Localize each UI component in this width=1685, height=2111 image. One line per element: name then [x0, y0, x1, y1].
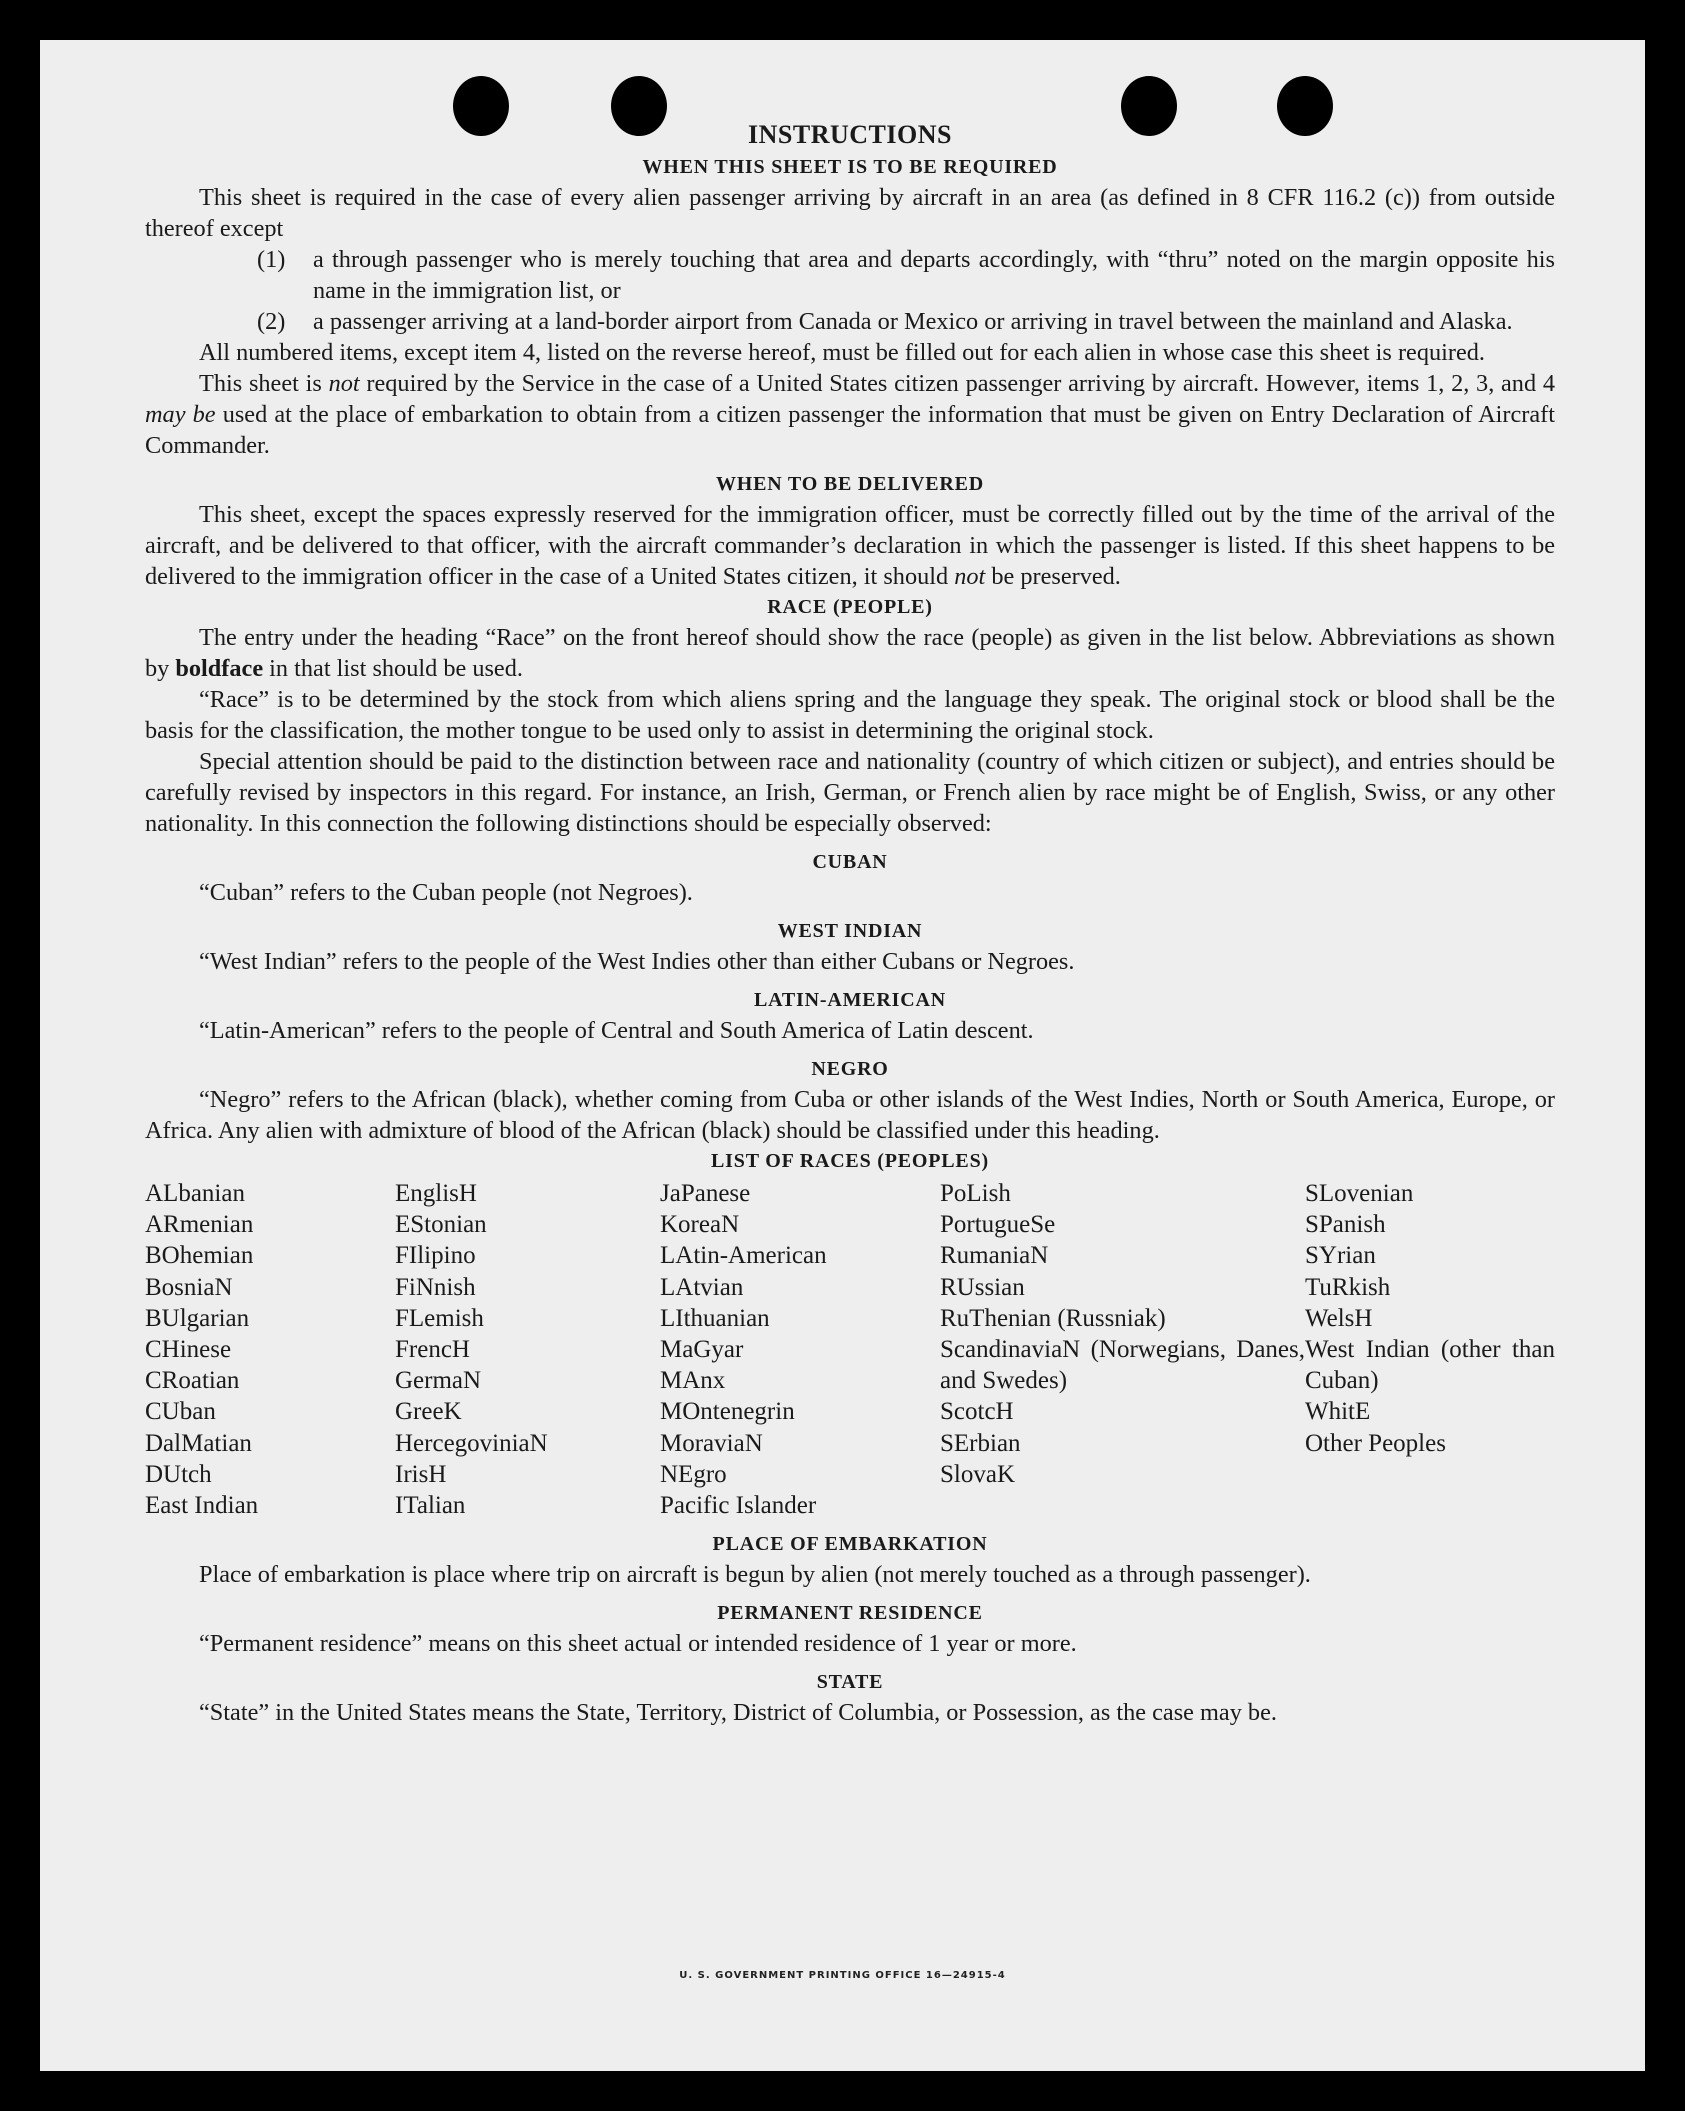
race-entry: MaGyar [660, 1336, 744, 1364]
race-entry: DUtch [145, 1460, 212, 1488]
race-entry: KoreaN [660, 1211, 740, 1239]
paragraph: “West Indian” refers to the people of the West Indies other than either Cubans or Negroes. [199, 948, 1075, 975]
race-entry: SLovenian [1305, 1180, 1414, 1207]
section-heading: NEGRO [811, 1058, 889, 1080]
paragraph: This sheet is required in the case of every alien passenger arriving by aircraft in an area (as defined in 8 CFR 116.2 (c)) from outside thereof except [145, 184, 1555, 242]
section-heading: CUBAN [812, 851, 888, 873]
race-entry: RuThenian (Russniak) [940, 1304, 1166, 1332]
race-entry: LAtin-American [660, 1242, 827, 1270]
race-entry: LIthuanian [660, 1304, 770, 1332]
race-entry: ALbanian [145, 1180, 245, 1207]
section-heading: LIST OF RACES (PEOPLES) [711, 1150, 989, 1172]
race-entry: BUlgarian [145, 1304, 250, 1332]
race-entry: EnglisH [395, 1180, 477, 1207]
race-entry: JaPanese [660, 1180, 751, 1207]
race-column [660, 1178, 940, 1521]
paragraph: The entry under the heading “Race” on the front hereof should show the race (people) as given in the list below. Abbreviations as shown by boldface in that list should be used. [145, 624, 1555, 682]
race-entry: MOntenegrin [660, 1398, 795, 1426]
race-entry: NEgro [660, 1460, 727, 1488]
page-title: INSTRUCTIONS [748, 120, 952, 149]
race-entry: ARmenian [145, 1211, 254, 1239]
race-entry: MAnx [660, 1367, 726, 1395]
paragraph: This sheet is not required by the Service in the case of a United States citizen passenger arriving by aircraft. However, items 1, 2, 3, and 4 may be used at the place of embarkation to obtain from a citizen passenger the information that must be given on Entry Declaration of Aircraft Commander. [145, 370, 1556, 459]
race-entry: BOhemian [145, 1242, 254, 1270]
race-entry: FLemish [395, 1304, 484, 1332]
section-heading: WHEN TO BE DELIVERED [715, 473, 985, 495]
race-entry: GreeK [395, 1398, 462, 1426]
paragraph: Special attention should be paid to the distinction between race and nationality (country of which citizen or subject), and entries should be carefully revised by inspectors in this regard. For instance, an Irish, German, or French alien by race might be of English, Swiss, or any other nationality. In this connection the following distinctions should be especially observed: [145, 748, 1555, 837]
race-column [1305, 1178, 1555, 1521]
paragraph: “Race” is to be determined by the stock from which aliens spring and the language they speak. The original stock or blood shall be the basis for the classification, the mother tongue to be used only to assist in determining the original stock. [145, 686, 1555, 744]
paragraph: All numbered items, except item 4, listed on the reverse hereof, must be filled out for each alien in whose case this sheet is required. [199, 339, 1485, 366]
list-item: (2) a passenger arriving at a land-border airport from Canada or Mexico or arriving in travel between the mainland and Alaska. [257, 308, 1513, 335]
race-entry: East Indian [145, 1492, 259, 1520]
race-entry: West Indian (other than Cuban) [1305, 1336, 1555, 1395]
section-heading: PLACE OF EMBARKATION [712, 1533, 988, 1556]
paragraph: “Cuban” refers to the Cuban people (not Negroes). [199, 879, 693, 906]
race-entry: SErbian [940, 1429, 1021, 1457]
race-entry: FiNnish [395, 1273, 476, 1301]
section-heading: STATE [816, 1671, 884, 1694]
race-entry: CRoatian [145, 1367, 240, 1395]
race-list [145, 1178, 1555, 1521]
race-column [145, 1178, 395, 1521]
race-entry: Other Peoples [1305, 1429, 1446, 1457]
race-entry: SPanish [1305, 1211, 1386, 1239]
race-entry: SYrian [1305, 1242, 1376, 1270]
paragraph: “Latin-American” refers to the people of Central and South America of Latin descent. [199, 1017, 1034, 1044]
section-heading: LATIN-AMERICAN [754, 989, 946, 1011]
section-heading: RACE (PEOPLE) [767, 596, 933, 618]
race-entry: DalMatian [145, 1429, 252, 1457]
race-entry: SlovaK [940, 1460, 1015, 1488]
race-entry: EStonian [395, 1211, 487, 1239]
race-entry: CUban [145, 1398, 216, 1426]
race-entry: FrencH [395, 1336, 470, 1364]
race-entry: BosniaN [145, 1273, 233, 1301]
document-page [40, 40, 1645, 2071]
instructions-body [145, 118, 1555, 1728]
paragraph: This sheet, except the spaces expressly reserved for the immigration officer, must be correctly filled out by the time of the arrival of the aircraft, and be delivered to that officer, with the aircraft commander’s declaration in which the passenger is listed. If this sheet happens to be delivered to the immigration officer in the case of a United States citizen, it should not be preserved. [145, 501, 1555, 590]
race-entry: RUssian [940, 1273, 1025, 1301]
race-entry: GermaN [395, 1367, 482, 1395]
race-entry: ITalian [395, 1492, 466, 1520]
paragraph: “Negro” refers to the African (black), whether coming from Cuba or other islands of the West Indies, North or South America, Europe, or Africa. Any alien with admixture of blood of the African (black) should be classified under this heading. [145, 1086, 1555, 1144]
race-entry: PoLish [940, 1180, 1011, 1207]
list-item: (1) a through passenger who is merely touching that area and departs accordingly, with “thru” noted on the margin opposite his name in the immigration list, or [257, 246, 1555, 304]
paragraph: Place of embarkation is place where trip on aircraft is begun by alien (not merely touched as a through passenger). [199, 1561, 1311, 1589]
race-entry: PortugueSe [940, 1211, 1056, 1239]
paragraph: “Permanent residence” means on this sheet actual or intended residence of 1 year or more. [199, 1630, 1077, 1658]
race-entry: IrisH [395, 1460, 447, 1488]
race-entry: CHinese [145, 1336, 232, 1364]
paragraph: “State” in the United States means the State, Territory, District of Columbia, or Possession, as the case may be. [199, 1699, 1277, 1727]
section-heading: WHEN THIS SHEET IS TO BE REQUIRED [642, 156, 1058, 178]
race-entry: LAtvian [660, 1273, 744, 1301]
section-heading: WEST INDIAN [777, 920, 923, 942]
race-entry: Pacific Islander [660, 1492, 817, 1520]
race-entry: MoraviaN [660, 1429, 763, 1457]
race-entry: RumaniaN [940, 1242, 1049, 1270]
race-entry: WhitE [1305, 1398, 1371, 1426]
race-entry: FIlipino [395, 1242, 476, 1270]
printer-imprint: U. S. GOVERNMENT PRINTING OFFICE 16—24915-4 [679, 1970, 1006, 1981]
race-column [395, 1178, 660, 1521]
section-heading: PERMANENT RESIDENCE [717, 1602, 983, 1625]
race-entry: TuRkish [1305, 1273, 1391, 1301]
race-entry: ScandinaviaN (Norwegians, Danes, and Swedes) [940, 1336, 1305, 1395]
race-entry: HercegoviniaN [395, 1429, 548, 1457]
race-entry: ScotcH [940, 1398, 1014, 1426]
race-column [940, 1178, 1305, 1521]
race-entry: WelsH [1305, 1304, 1373, 1332]
